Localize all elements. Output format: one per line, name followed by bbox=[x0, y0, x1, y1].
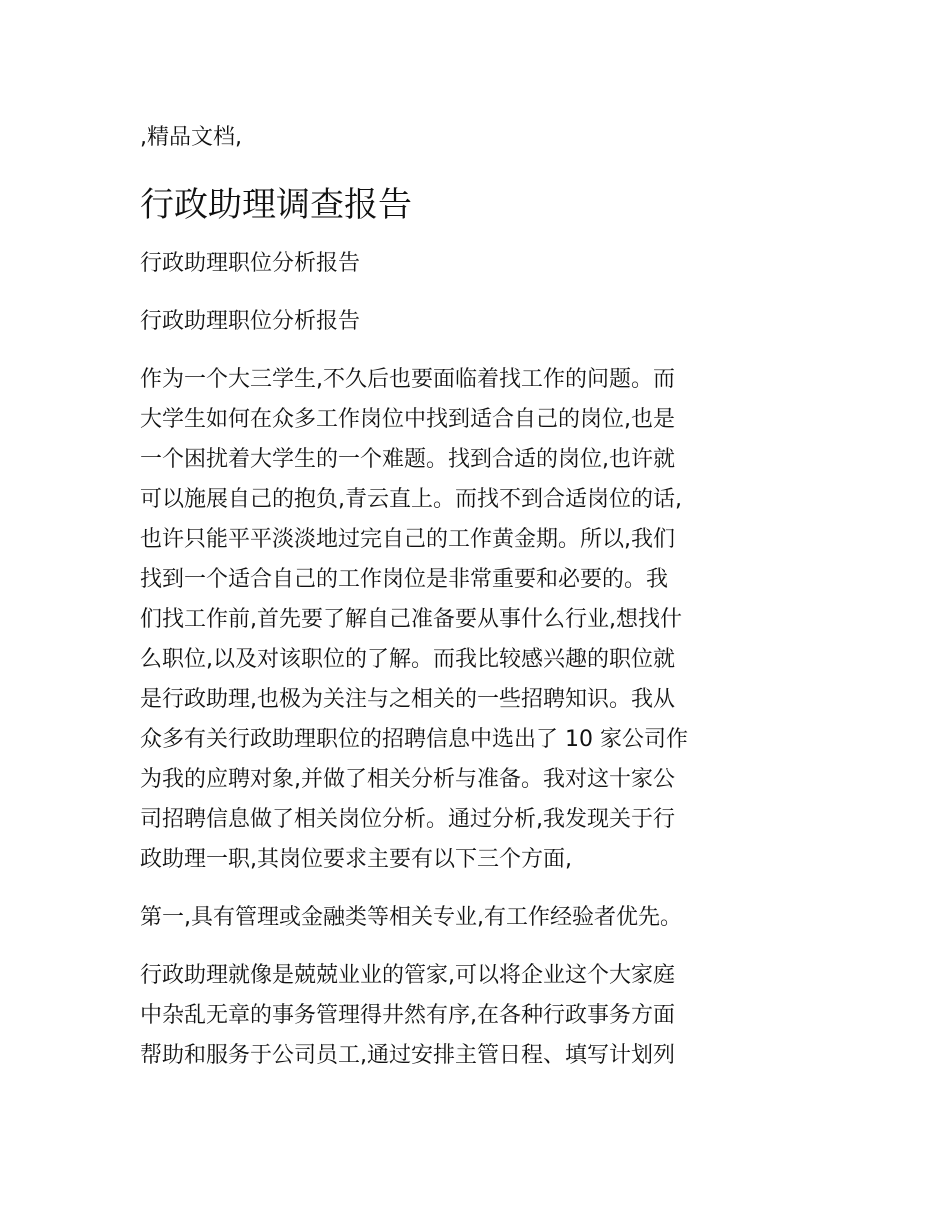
paragraph-3 bbox=[140, 956, 810, 1076]
document-page bbox=[140, 118, 810, 1094]
paragraph-line: 帮助和服务于公司员工,通过安排主管日程、填写计划列 bbox=[140, 1043, 675, 1068]
paragraph-line: 政助理一职,其岗位要求主要有以下三个方面, bbox=[140, 847, 572, 872]
paragraph-line: 找到一个适合自己的工作岗位是非常重要和必要的。我 bbox=[140, 567, 669, 592]
paragraph-2 bbox=[140, 898, 810, 938]
paragraph-line: 一个困扰着大学生的一个难题。找到合适的岗位,也许就 bbox=[140, 447, 675, 472]
paragraph-line: 可以施展自己的抱负,青云直上。而找不到合适岗位的话, bbox=[140, 487, 682, 512]
paragraph-1 bbox=[140, 360, 810, 880]
paragraph-line: 是行政助理,也极为关注与之相关的一些招聘知识。我从 bbox=[140, 687, 675, 712]
paragraph-line: 也许只能平平淡淡地过完自己的工作黄金期。所以,我们 bbox=[140, 527, 675, 552]
paragraph-line: 么职位,以及对该职位的了解。而我比较感兴趣的职位就 bbox=[140, 647, 675, 672]
document-title: 行政助理调查报告 bbox=[140, 185, 412, 225]
header-mark: ,精品文档, bbox=[140, 125, 242, 150]
subtitle-1: 行政助理职位分析报告 bbox=[140, 251, 361, 276]
paragraph-line: 大学生如何在众多工作岗位中找到适合自己的岗位,也是 bbox=[140, 407, 675, 432]
paragraph-line: 们找工作前,首先要了解自己准备要从事什么行业,想找什 bbox=[140, 607, 682, 632]
paragraph-line: 司招聘信息做了相关岗位分析。通过分析,我发现关于行 bbox=[140, 807, 675, 832]
subtitle-2: 行政助理职位分析报告 bbox=[140, 309, 361, 334]
paragraph-line: 众多有关行政助理职位的招聘信息中选出了 10 家公司作 bbox=[140, 727, 688, 752]
paragraph-line: 行政助理就像是兢兢业业的管家,可以将企业这个大家庭 bbox=[140, 963, 675, 988]
paragraph-line: 中杂乱无章的事务管理得井然有序,在各种行政事务方面 bbox=[140, 1003, 675, 1028]
paragraph-line: 为我的应聘对象,并做了相关分析与准备。我对这十家公 bbox=[140, 767, 675, 792]
paragraph-line: 作为一个大三学生,不久后也要面临着找工作的问题。而 bbox=[140, 367, 675, 392]
paragraph-line: 第一,具有管理或金融类等相关专业,有工作经验者优先。 bbox=[140, 905, 682, 930]
